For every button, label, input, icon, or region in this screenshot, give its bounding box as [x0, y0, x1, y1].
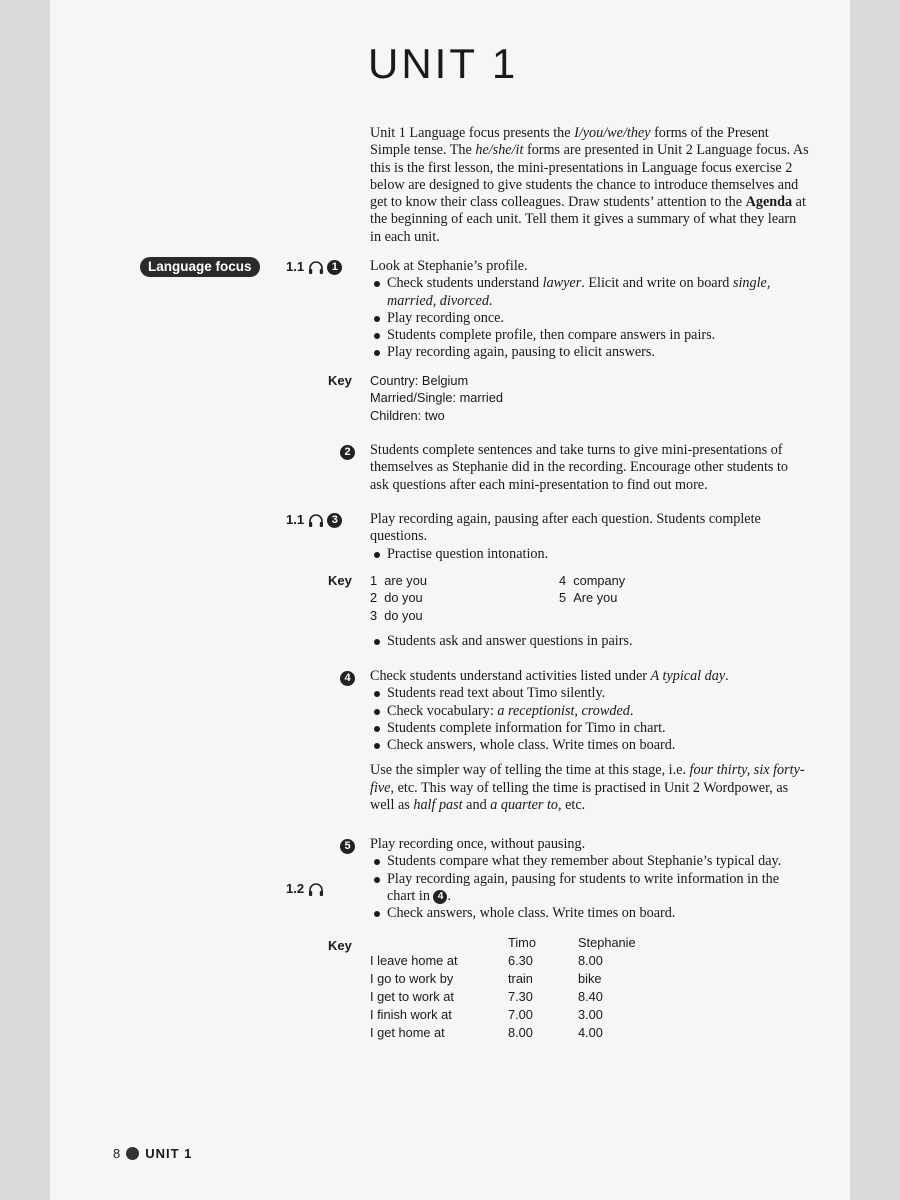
exercise-3-after — [370, 633, 810, 650]
table-row — [370, 1024, 668, 1042]
bullet-italic: lawyer — [542, 275, 582, 292]
intro-text: Unit 1 Language focus presents the — [370, 125, 575, 141]
page-number: 8 — [113, 1146, 121, 1161]
bullet-text: Play recording again, pausing for students to write information in the chart in — [387, 870, 780, 904]
key-line: Country: Belgium — [370, 373, 469, 388]
exercise-3-marker — [286, 512, 342, 528]
exercise-4-marker — [340, 669, 355, 687]
list-item: Students compare what they remember about Stephanie’s typical day. — [370, 853, 810, 870]
headphones-icon — [308, 261, 324, 275]
exercise-number-2: 2 — [340, 445, 355, 460]
table-cell: 3.00 — [578, 1007, 603, 1022]
note-text: , etc. This way of telling the time is practised in Unit 2 Wordpower, as well as — [370, 779, 789, 814]
note-italic: half past — [413, 797, 463, 814]
key-answer: do you — [384, 590, 423, 606]
bullet-text: . — [629, 702, 634, 719]
bullet-dot-icon — [126, 1147, 139, 1160]
table-cell: I finish work at — [370, 1007, 452, 1022]
note-text: Use the simpler way of telling the time at this stage, i.e. — [370, 762, 690, 779]
list-item: Check answers, whole class. Write times on board. — [370, 737, 810, 754]
list-item — [370, 703, 810, 720]
exercise-4-text — [370, 668, 810, 685]
key-column-2 — [559, 572, 625, 607]
table-row — [370, 952, 668, 970]
list-item: Check answers, whole class. Write times on board. — [370, 905, 810, 922]
exercise-number-1: 1 — [327, 260, 342, 275]
bullet-text: Check students understand — [387, 275, 543, 292]
key-line — [370, 572, 427, 589]
page-footer — [113, 1146, 192, 1162]
table-header: Timo — [508, 935, 536, 950]
list-item: Play recording once. — [370, 310, 810, 327]
key-3-table — [370, 934, 668, 1042]
exercise-number-4: 4 — [340, 671, 355, 686]
list-item: Students complete information for Timo in chart. — [370, 720, 810, 737]
key-line — [559, 589, 625, 606]
table-cell: I go to work by — [370, 971, 454, 986]
key-line: Married/Single: married — [370, 390, 503, 406]
bullet-text: . Elicit and write on board — [581, 275, 733, 292]
list-item: Students read text about Timo silently. — [370, 685, 810, 702]
key-label: Key — [328, 938, 352, 953]
intro-text: forms are presented in Unit 2 Language focus. As this is the first lesson, the mini-presentations in Language focus exercise 2 below are designed to give students the chance to introduce themselves and get to know their class colleagues. Draw students’ attention to the — [370, 142, 809, 211]
track-number: 1.1 — [286, 512, 305, 527]
table-cell: train — [508, 971, 533, 986]
table-cell: I leave home at — [370, 953, 458, 968]
key-number: 3 — [370, 607, 378, 623]
exercise-2-marker — [340, 443, 355, 461]
table-cell: bike — [578, 971, 602, 986]
key-answer: company — [573, 573, 626, 588]
ex4-text: . — [725, 668, 729, 684]
table-row — [370, 988, 668, 1006]
headphones-icon — [308, 514, 324, 528]
table-cell: 7.00 — [508, 1007, 533, 1022]
exercise-number-ref: 4 — [433, 890, 447, 904]
bullet-text: . — [447, 887, 452, 904]
note-italic: four thirty, six forty-five — [370, 762, 805, 796]
bullet-italic: a receptionist, crowded — [497, 702, 630, 719]
bullet-text: . — [488, 292, 493, 309]
table-header-row — [370, 934, 668, 952]
footer-unit: UNIT 1 — [145, 1146, 193, 1161]
table-row — [370, 970, 668, 988]
track-number: 1.1 — [286, 259, 305, 274]
exercise-number-3: 3 — [327, 513, 342, 528]
key-number: 5 — [559, 590, 567, 606]
table-header: Stephanie — [578, 935, 636, 950]
exercise-5-marker — [340, 837, 355, 855]
bullet-text: Check vocabulary: — [387, 702, 498, 719]
intro-text: at the beginning of each unit. Tell them it gives a summary of what they learn in each unit. — [370, 194, 806, 245]
table-header — [370, 934, 508, 952]
note-italic: a quarter to — [490, 797, 559, 814]
key-answer: Are you — [573, 590, 618, 606]
key-2-answers — [370, 572, 670, 626]
key-number: 2 — [370, 590, 378, 606]
exercise-5-block — [370, 836, 810, 922]
intro-italic-1: I/you/we/they — [574, 125, 651, 141]
key-number: 4 — [559, 573, 567, 588]
exercise-1-block — [370, 258, 810, 362]
bullet-italic: single, married, divorced — [387, 275, 771, 309]
table-cell: 7.30 — [508, 989, 533, 1004]
times-table — [370, 934, 668, 1042]
key-line — [370, 589, 427, 606]
intro-text: forms of the Present Simple tense. The — [370, 125, 769, 159]
language-focus-badge: Language focus — [140, 257, 260, 277]
intro-paragraph — [370, 125, 810, 246]
table-cell: 4.00 — [578, 1025, 603, 1040]
exercise-4-note — [370, 762, 810, 814]
exercise-3-block — [370, 511, 810, 563]
note-text: , etc. — [558, 797, 586, 814]
key-line: Children: two — [370, 407, 445, 423]
ex4-text: Check students understand activities listed under — [370, 668, 651, 684]
exercise-1-text: Look at Stephanie’s profile. — [370, 258, 528, 274]
exercise-number-5: 5 — [340, 839, 355, 854]
intro-bold: Agenda — [745, 194, 793, 211]
exercise-3-text: Play recording again, pausing after each question. Students complete questions. — [370, 511, 761, 545]
workbook-page — [50, 0, 850, 1200]
table-cell: 8.00 — [578, 953, 603, 968]
table-cell: 8.40 — [578, 989, 603, 1004]
key-number: 1 — [370, 573, 378, 588]
exercise-1-marker — [286, 259, 342, 275]
exercise-2-text: Students complete sentences and take turns to give mini-presentations of themselves as Stephanie did in the recording. Encourage other students to ask questions after each mini-presentation to find out more. — [370, 442, 789, 493]
exercise-4-block — [370, 668, 810, 814]
key-column-1 — [370, 572, 427, 624]
note-text: and — [462, 797, 491, 814]
table-cell: I get to work at — [370, 989, 454, 1004]
list-item: Students ask and answer questions in pairs. — [370, 633, 810, 650]
table-cell: 8.00 — [508, 1025, 533, 1040]
list-item: Practise question intonation. — [370, 546, 810, 563]
table-cell: I get home at — [370, 1025, 445, 1040]
intro-italic-2: he/she/it — [475, 142, 524, 159]
key-label: Key — [328, 573, 352, 588]
list-item — [370, 275, 810, 310]
key-answer: are you — [384, 573, 427, 588]
exercise-5-text: Play recording once, without pausing. — [370, 836, 586, 852]
table-cell: 6.30 — [508, 953, 533, 968]
page-title: UNIT 1 — [368, 40, 519, 87]
list-item: Students complete profile, then compare answers in pairs. — [370, 327, 810, 344]
headphones-icon — [308, 883, 324, 897]
list-item — [370, 871, 810, 906]
track-number: 1.2 — [286, 881, 305, 896]
key-label: Key — [328, 373, 352, 388]
ex4-italic: A typical day — [650, 668, 726, 684]
key-answer: do you — [384, 607, 423, 623]
table-row — [370, 1006, 668, 1024]
key-line — [559, 572, 625, 589]
key-1-answers — [370, 372, 503, 424]
list-item: Play recording again, pausing to elicit answers. — [370, 344, 810, 361]
exercise-5-track — [286, 881, 324, 897]
key-line — [370, 607, 427, 624]
